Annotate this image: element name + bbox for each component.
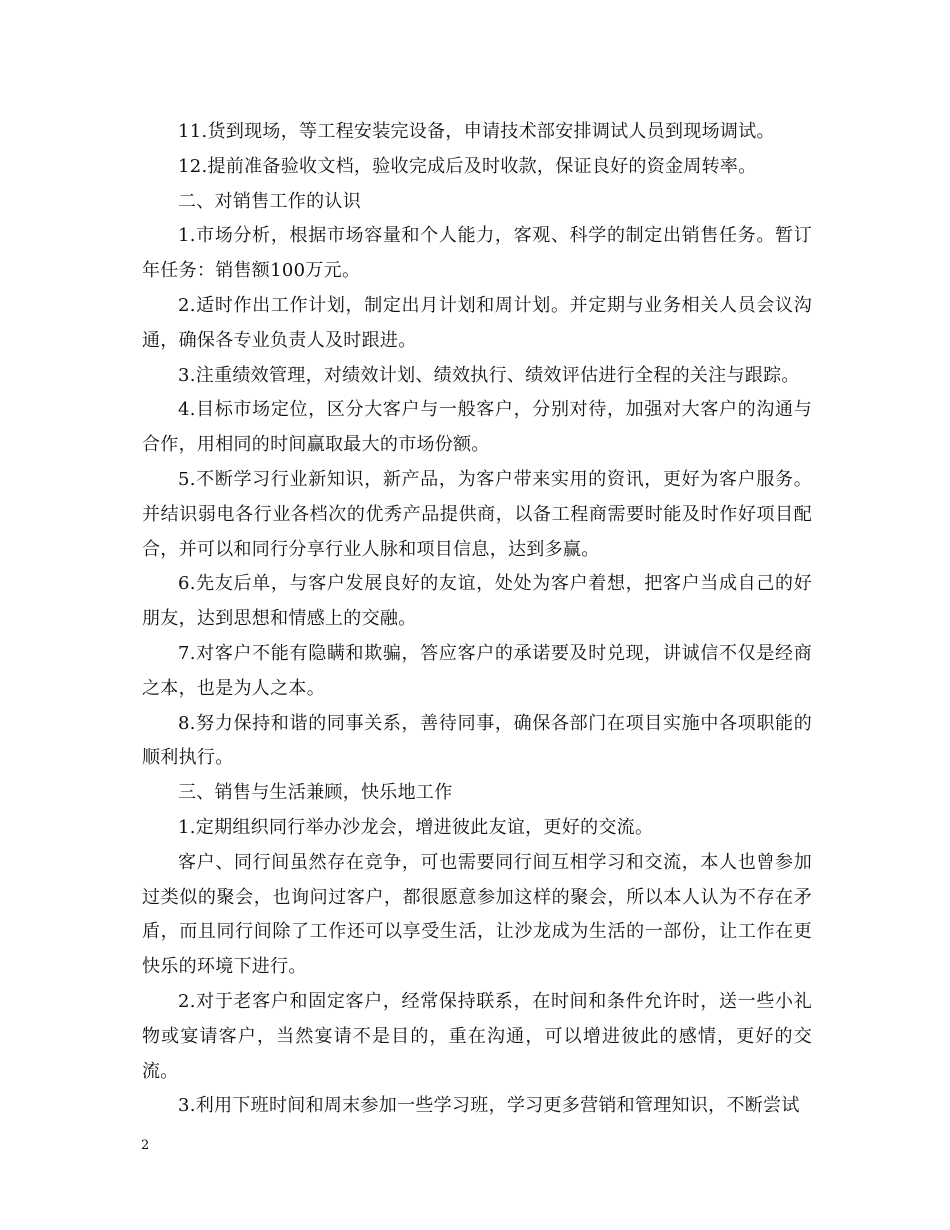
page-number: 2: [141, 1138, 150, 1153]
document-body: [142, 115, 812, 1124]
paragraph-item-12: 12.提前准备验收文档，验收完成后及时收款，保证良好的资金周转率。: [178, 155, 757, 177]
paragraph-work-plan: 2.适时作出工作计划，制定出月计划和周计划。并定期与业务相关人员会议沟通，确保各专业负责人及时跟进。: [142, 294, 812, 351]
paragraph-colleague-relations: 8.努力保持和谐的同事关系，善待同事，确保各部门在项目实施中各项职能的顺利执行。: [142, 712, 812, 769]
section-heading-sales-understanding: 二、对销售工作的认识: [178, 190, 361, 212]
paragraph-performance-management: 3.注重绩效管理，对绩效计划、绩效执行、绩效评估进行全程的关注与跟踪。: [178, 364, 800, 386]
paragraph-competition-exchange: 客户、同行间虽然存在竞争，可也需要同行间互相学习和交流，本人也曾参加过类似的聚会，也询问过客户，都很愿意参加这样的聚会，所以本人认为不存在矛盾，而且同行间除了工作还可以享受生活，让沙龙成为生活的一部份，让工作在更快乐的环境下进行。: [142, 851, 812, 978]
paragraph-friendship-first: 6.先友后单，与客户发展良好的友谊，处处为客户着想，把客户当成自己的好朋友，达到思想和情感上的交融。: [142, 573, 812, 630]
paragraph-market-analysis: 1.市场分析，根据市场容量和个人能力，客观、科学的制定出销售任务。暂订年任务：销售额100万元。: [142, 225, 812, 282]
paragraph-customer-contact: 2.对于老客户和固定客户，经常保持联系，在时间和条件允许时，送一些小礼物或宴请客户，当然宴请不是目的，重在沟通，可以增进彼此的感情，更好的交流。: [142, 990, 812, 1082]
paragraph-honesty: 7.对客户不能有隐瞒和欺骗，答应客户的承诺要及时兑现，讲诚信不仅是经商之本，也是为人之本。: [142, 642, 812, 699]
paragraph-training-classes: 3.利用下班时间和周末参加一些学习班，学习更多营销和管理知识，不断尝试: [178, 1095, 800, 1117]
paragraph-continuous-learning: 5.不断学习行业新知识，新产品，为客户带来实用的资讯，更好为客户服务。并结识弱电各行业各档次的优秀产品提供商，以备工程商需要时能及时作好项目配合，并可以和同行分享行业人脉和项目信息，达到多赢。: [142, 468, 812, 560]
paragraph-item-11: 11.货到现场，等工程安装完设备，申请技术部安排调试人员到现场调试。: [178, 121, 775, 142]
paragraph-target-market: 4.目标市场定位，区分大客户与一般客户，分别对待，加强对大客户的沟通与合作，用相同的时间赢取最大的市场份额。: [142, 399, 812, 456]
section-heading-work-life-balance: 三、销售与生活兼顾，快乐地工作: [178, 782, 453, 804]
paragraph-salon-meetings: 1.定期组织同行举办沙龙会，增进彼此友谊，更好的交流。: [178, 816, 654, 838]
